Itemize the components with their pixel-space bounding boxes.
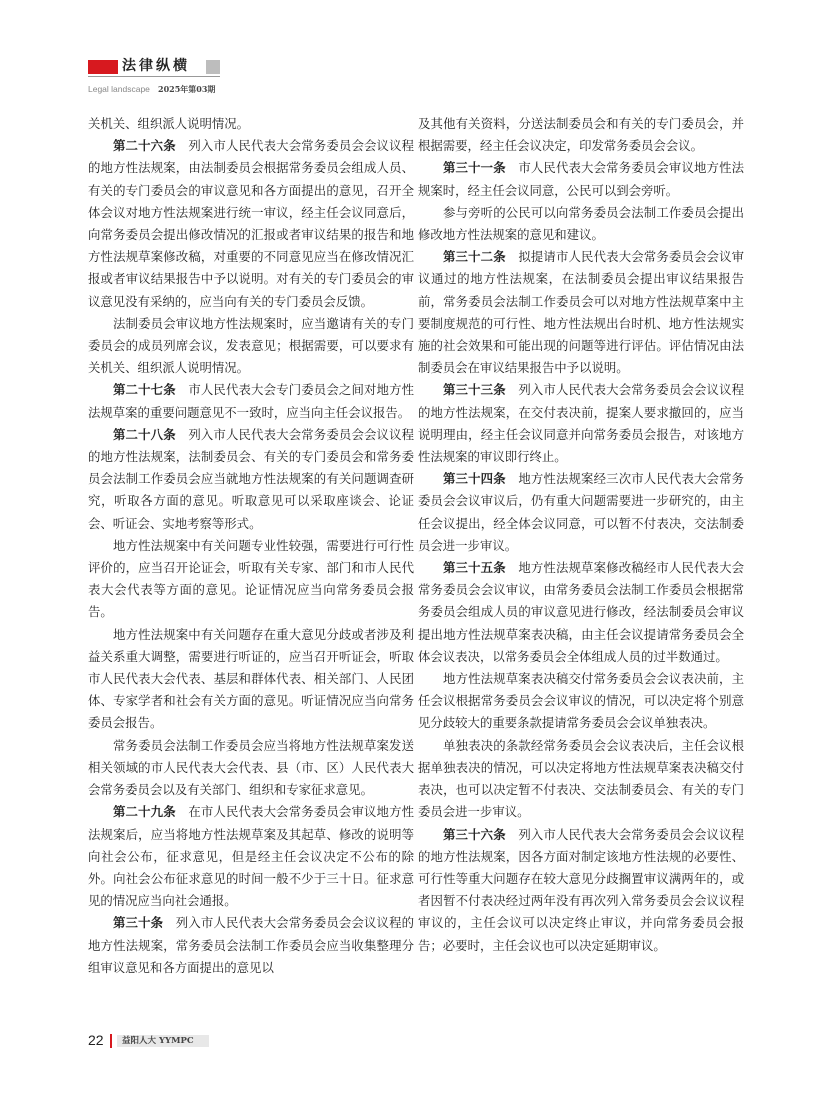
page-header <box>88 54 238 104</box>
page-number: 22 <box>88 1032 104 1048</box>
paragraph: 第三十三条 列入市人民代表大会常务委员会会议议程的地方性法规案，在交付表决前，提案人要求撤回的，应当说明理由，经主任会议同意并向常务委员会报告，对该地方性法规案的审议即行终止。 <box>418 382 745 465</box>
section-title: 法律纵横 <box>122 58 190 74</box>
article-heading: 第三十一条 <box>443 160 506 176</box>
paragraph: 地方性法规草案表决稿交付常务委员会会议表决前，主任会议根据常务委员会会议审议的情况，可以决定将个别意见分歧较大的重要条款提请常务委员会会议单独表决。 <box>418 671 744 731</box>
article-heading: 第二十六条 <box>113 138 176 154</box>
paragraph: 第三十条 列入市人民代表大会常务委员会会议议程的地方性法规案，常务委员会法制工作委员会应当收集整理分组审议意见和各方面提出的意见以 <box>88 915 415 975</box>
paragraph: 常务委员会法制工作委员会应当将地方性法规草案发送相关领域的市人民代表大会代表、县（市、区）人民代表大会常务委员会以及有关部门、组织和专家征求意见。 <box>88 737 414 798</box>
paragraph: 第三十六条 列入市人民代表大会常务委员会会议议程的地方性法规案，因各方面对制定该地方性法规的必要性、可行性等重大问题存在较大意见分歧搁置审议满两年的，或者因暂不付表决经过两年没有再次列入常务委员会会议议程审议的，主任会议可以决定终止审议，并向常务委员会报告；必要时，主任会议也可以决定延期审议。 <box>418 826 745 953</box>
issue-label: 2025年第03期 <box>158 84 216 94</box>
paragraph: 参与旁听的公民可以向常务委员会法制工作委员会提出修改地方性法规案的意见和建议。 <box>418 204 744 243</box>
header-rule <box>88 76 220 77</box>
article-heading: 第三十五条 <box>443 560 506 576</box>
section-subtitle-en: Legal landscape <box>88 84 150 94</box>
left-column <box>88 113 414 979</box>
article-heading: 第二十九条 <box>113 804 176 820</box>
header-red-block <box>88 60 118 74</box>
paragraph: 第二十九条 在市人民代表大会常务委员会审议地方性法规案后，应当将地方性法规草案及其起草、修改的说明等向社会公布，征求意见，但是经主任会议决定不公布的除外。向社会公布征求意见的时间一般不少于三十日。征求意见的情况应当向社会通报。 <box>88 804 415 909</box>
article-heading: 第二十八条 <box>113 426 176 442</box>
paragraph: 关机关、组织派人说明情况。 <box>88 116 250 131</box>
publication-name: 益阳人大 YYMPC <box>122 1036 194 1046</box>
article-heading: 第三十四条 <box>443 471 506 487</box>
paragraph: 第三十二条 拟提请市人民代表大会常务委员会会议审议通过的地方性法规案，在法制委员会提出审议结果报告前，常务委员会法制工作委员会可以对地方性法规草案中主要制度规范的可行性、地方性法规出台时机、地方性法规实施的社会效果和可能出现的问题等进行评估。评估情况由法制委员会在审议结果报告中予以说明。 <box>418 249 745 376</box>
paragraph: 法制委员会审议地方性法规案时，应当邀请有关的专门委员会的成员列席会议，发表意见；根据需要，可以要求有关机关、组织派人说明情况。 <box>88 315 414 376</box>
article-heading: 第三十二条 <box>443 249 506 265</box>
paragraph: 第三十一条 市人民代表大会常务委员会审议地方性法规案时，经主任会议同意，公民可以到会旁听。 <box>418 160 745 198</box>
page-footer <box>88 1034 218 1048</box>
paragraph: 第三十四条 地方性法规案经三次市人民代表大会常务委员会会议审议后，仍有重大问题需要进一步研究的，由主任会议提出，经全体会议同意，可以暂不付表决，交法制委员会进一步审议。 <box>418 471 745 553</box>
paragraph: 第三十五条 地方性法规草案修改稿经市人民代表大会常务委员会会议审议，由常务委员会法制工作委员会根据常务委员会组成人员的审议意见进行修改，经法制委员会审议提出地方性法规草案表决稿，由主任会议提请常务委员会全体会议表决，以常务委员会全体组成人员的过半数通过。 <box>418 560 745 664</box>
article-heading: 第三十条 <box>113 915 164 931</box>
article-heading: 第三十六条 <box>443 826 506 842</box>
paragraph: 及其他有关资料，分送法制委员会和有关的专门委员会，并根据需要，经主任会议决定，印发常务委员会会议。 <box>418 116 744 154</box>
paragraph: 单独表决的条款经常务委员会会议表决后，主任会议根据单独表决的情况，可以决定将地方性法规草案表决稿交付表决，也可以决定暂不付表决、交法制委员会、有关的专门委员会进一步审议。 <box>418 737 744 820</box>
right-column <box>418 113 744 957</box>
article-heading: 第二十七条 <box>113 382 176 398</box>
paragraph: 地方性法规案中有关问题专业性较强，需要进行可行性评价的，应当召开论证会，听取有关专家、部门和市人民代表大会代表等方面的意见。论证情况应当向常务委员会报告。 <box>88 537 414 620</box>
paragraph: 地方性法规案中有关问题存在重大意见分歧或者涉及利益关系重大调整，需要进行听证的，应当召开听证会，听取市人民代表大会代表、基层和群体代表、相关部门、人民团体、专家学者和社会有关方面的意见。听证情况应当向常务委员会报告。 <box>88 626 414 731</box>
paragraph: 第二十六条 列入市人民代表大会常务委员会会议议程的地方性法规案，由法制委员会根据常务委员会组成人员、有关的专门委员会的审议意见和各方面提出的意见，召开全体会议对地方性法规案进行统一审议，经主任会议同意后，向常务委员会提出修改情况的汇报或者审议结果的报告和地方性法规草案修改稿，对重要的不同意见应当在修改情况汇报或者审议结果报告中予以说明。对有关的专门委员会的审议意见没有采纳的，应当向有关的专门委员会反馈。 <box>88 138 415 309</box>
footer-red-bar <box>110 1034 112 1048</box>
article-heading: 第三十三条 <box>443 382 506 398</box>
header-gray-block <box>206 60 220 74</box>
paragraph: 第二十八条 列入市人民代表大会常务委员会会议议程的地方性法规案，法制委员会、有关的专门委员会和常务委员会法制工作委员会应当就地方性法规案的有关问题调查研究，听取各方面的意见。听取意见可以采取座谈会、论证会、听证会、实地考察等形式。 <box>88 426 415 531</box>
paragraph: 第二十七条 市人民代表大会专门委员会之间对地方性法规草案的重要问题意见不一致时，应当向主任会议报告。 <box>88 382 415 420</box>
